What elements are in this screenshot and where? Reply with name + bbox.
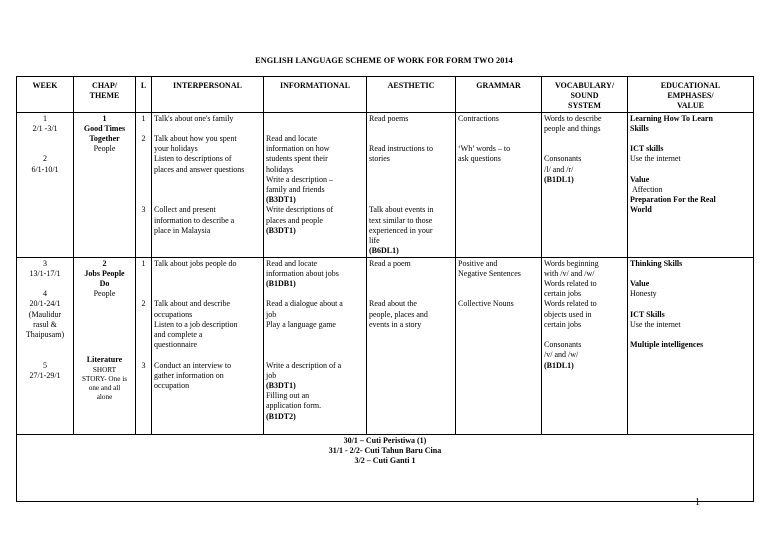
header-week: WEEK bbox=[17, 77, 74, 113]
vocabulary-cell: Words beginning with /v/ and /w/ Words related to certain jobs Words related to objects used in certain jobs Consonants /v/ and /w/ (B1DL1) bbox=[542, 257, 628, 434]
grammar-cell: Positive and Negative Sentences Collective Nouns bbox=[456, 257, 542, 434]
page-title: ENGLISH LANGUAGE SCHEME OF WORK FOR FORM TWO 2014 bbox=[255, 56, 513, 65]
header-informational: INFORMATIONAL bbox=[264, 77, 367, 113]
week-cell: 3 13/1-17/1 4 20/1-24/1 (Maulidur rasul & Thaipusam) 5 27/1-29/1 bbox=[17, 257, 74, 434]
header-vocabulary: VOCABULARY/ SOUND SYSTEM bbox=[542, 77, 628, 113]
educational-cell: Learning How To Learn Skills ICT skills Use the internet Value Affection Preparation For the Real World bbox=[628, 112, 754, 257]
holiday-row bbox=[17, 434, 754, 501]
level-cell: 1 2 3 bbox=[136, 112, 152, 257]
header-chap-theme: CHAP/ THEME bbox=[74, 77, 136, 113]
interpersonal-cell: Talk's about one's family Talk about how you spent your holidays Listen to descriptions of places and answer questions Collect and present information to describe a place in Malaysia bbox=[152, 112, 264, 257]
week-cell: 1 2/1 -3/1 2 6/1-10/1 bbox=[17, 112, 74, 257]
grammar-cell: Contractions ‘Wh’ words – to ask questions bbox=[456, 112, 542, 257]
vocabulary-cell: Words to describe people and things Consonants /l/ and /r/ (B1DL1) bbox=[542, 112, 628, 257]
header-row bbox=[17, 77, 754, 113]
aesthetic-cell: Read a poem Read about the people, places and events in a story bbox=[367, 257, 456, 434]
educational-cell: Thinking Skills Value Honesty ICT Skills Use the internet Multiple intelligences bbox=[628, 257, 754, 434]
table-row bbox=[17, 257, 754, 434]
header-educational: EDUCATIONAL EMPHASES/ VALUE bbox=[628, 77, 754, 113]
level-cell: 1 2 3 bbox=[136, 257, 152, 434]
header-interpersonal: INTERPERSONAL bbox=[152, 77, 264, 113]
page-number: 1 bbox=[695, 497, 700, 508]
aesthetic-cell: Read poems Read instructions to stories Talk about events in text similar to those experienced in your life (B6DL1) bbox=[367, 112, 456, 257]
table-row bbox=[17, 112, 754, 257]
header-aesthetic: AESTHETIC bbox=[367, 77, 456, 113]
informational-cell: Read and locate information on how students spent their holidays Write a description – family and friends (B3DT1) Write descriptions of places and people (B3DT1) bbox=[264, 112, 367, 257]
header-grammar: GRAMMAR bbox=[456, 77, 542, 113]
header-level: L bbox=[136, 77, 152, 113]
chapter-cell: 2 Jobs People Do People Literature SHORT STORY- One is one and all alone bbox=[74, 257, 136, 434]
informational-cell: Read and locate information about jobs (B1DB1) Read a dialogue about a job Play a language game Write a description of a job (B3DT1) Filling out an application form. (B1DT2) bbox=[264, 257, 367, 434]
chapter-cell: 1 Good Times Together People bbox=[74, 112, 136, 257]
interpersonal-cell: Talk about jobs people do Talk about and describe occupations Listen to a job description and complete a questionnaire Conduct an interview to gather information on occupation bbox=[152, 257, 264, 434]
scheme-table bbox=[16, 76, 754, 502]
holiday-notes: 30/1 – Cuti Peristiwa (1) 31/1 - 2/2- Cuti Tahun Baru Cina 3/2 – Cuti Ganti 1 bbox=[17, 434, 754, 501]
